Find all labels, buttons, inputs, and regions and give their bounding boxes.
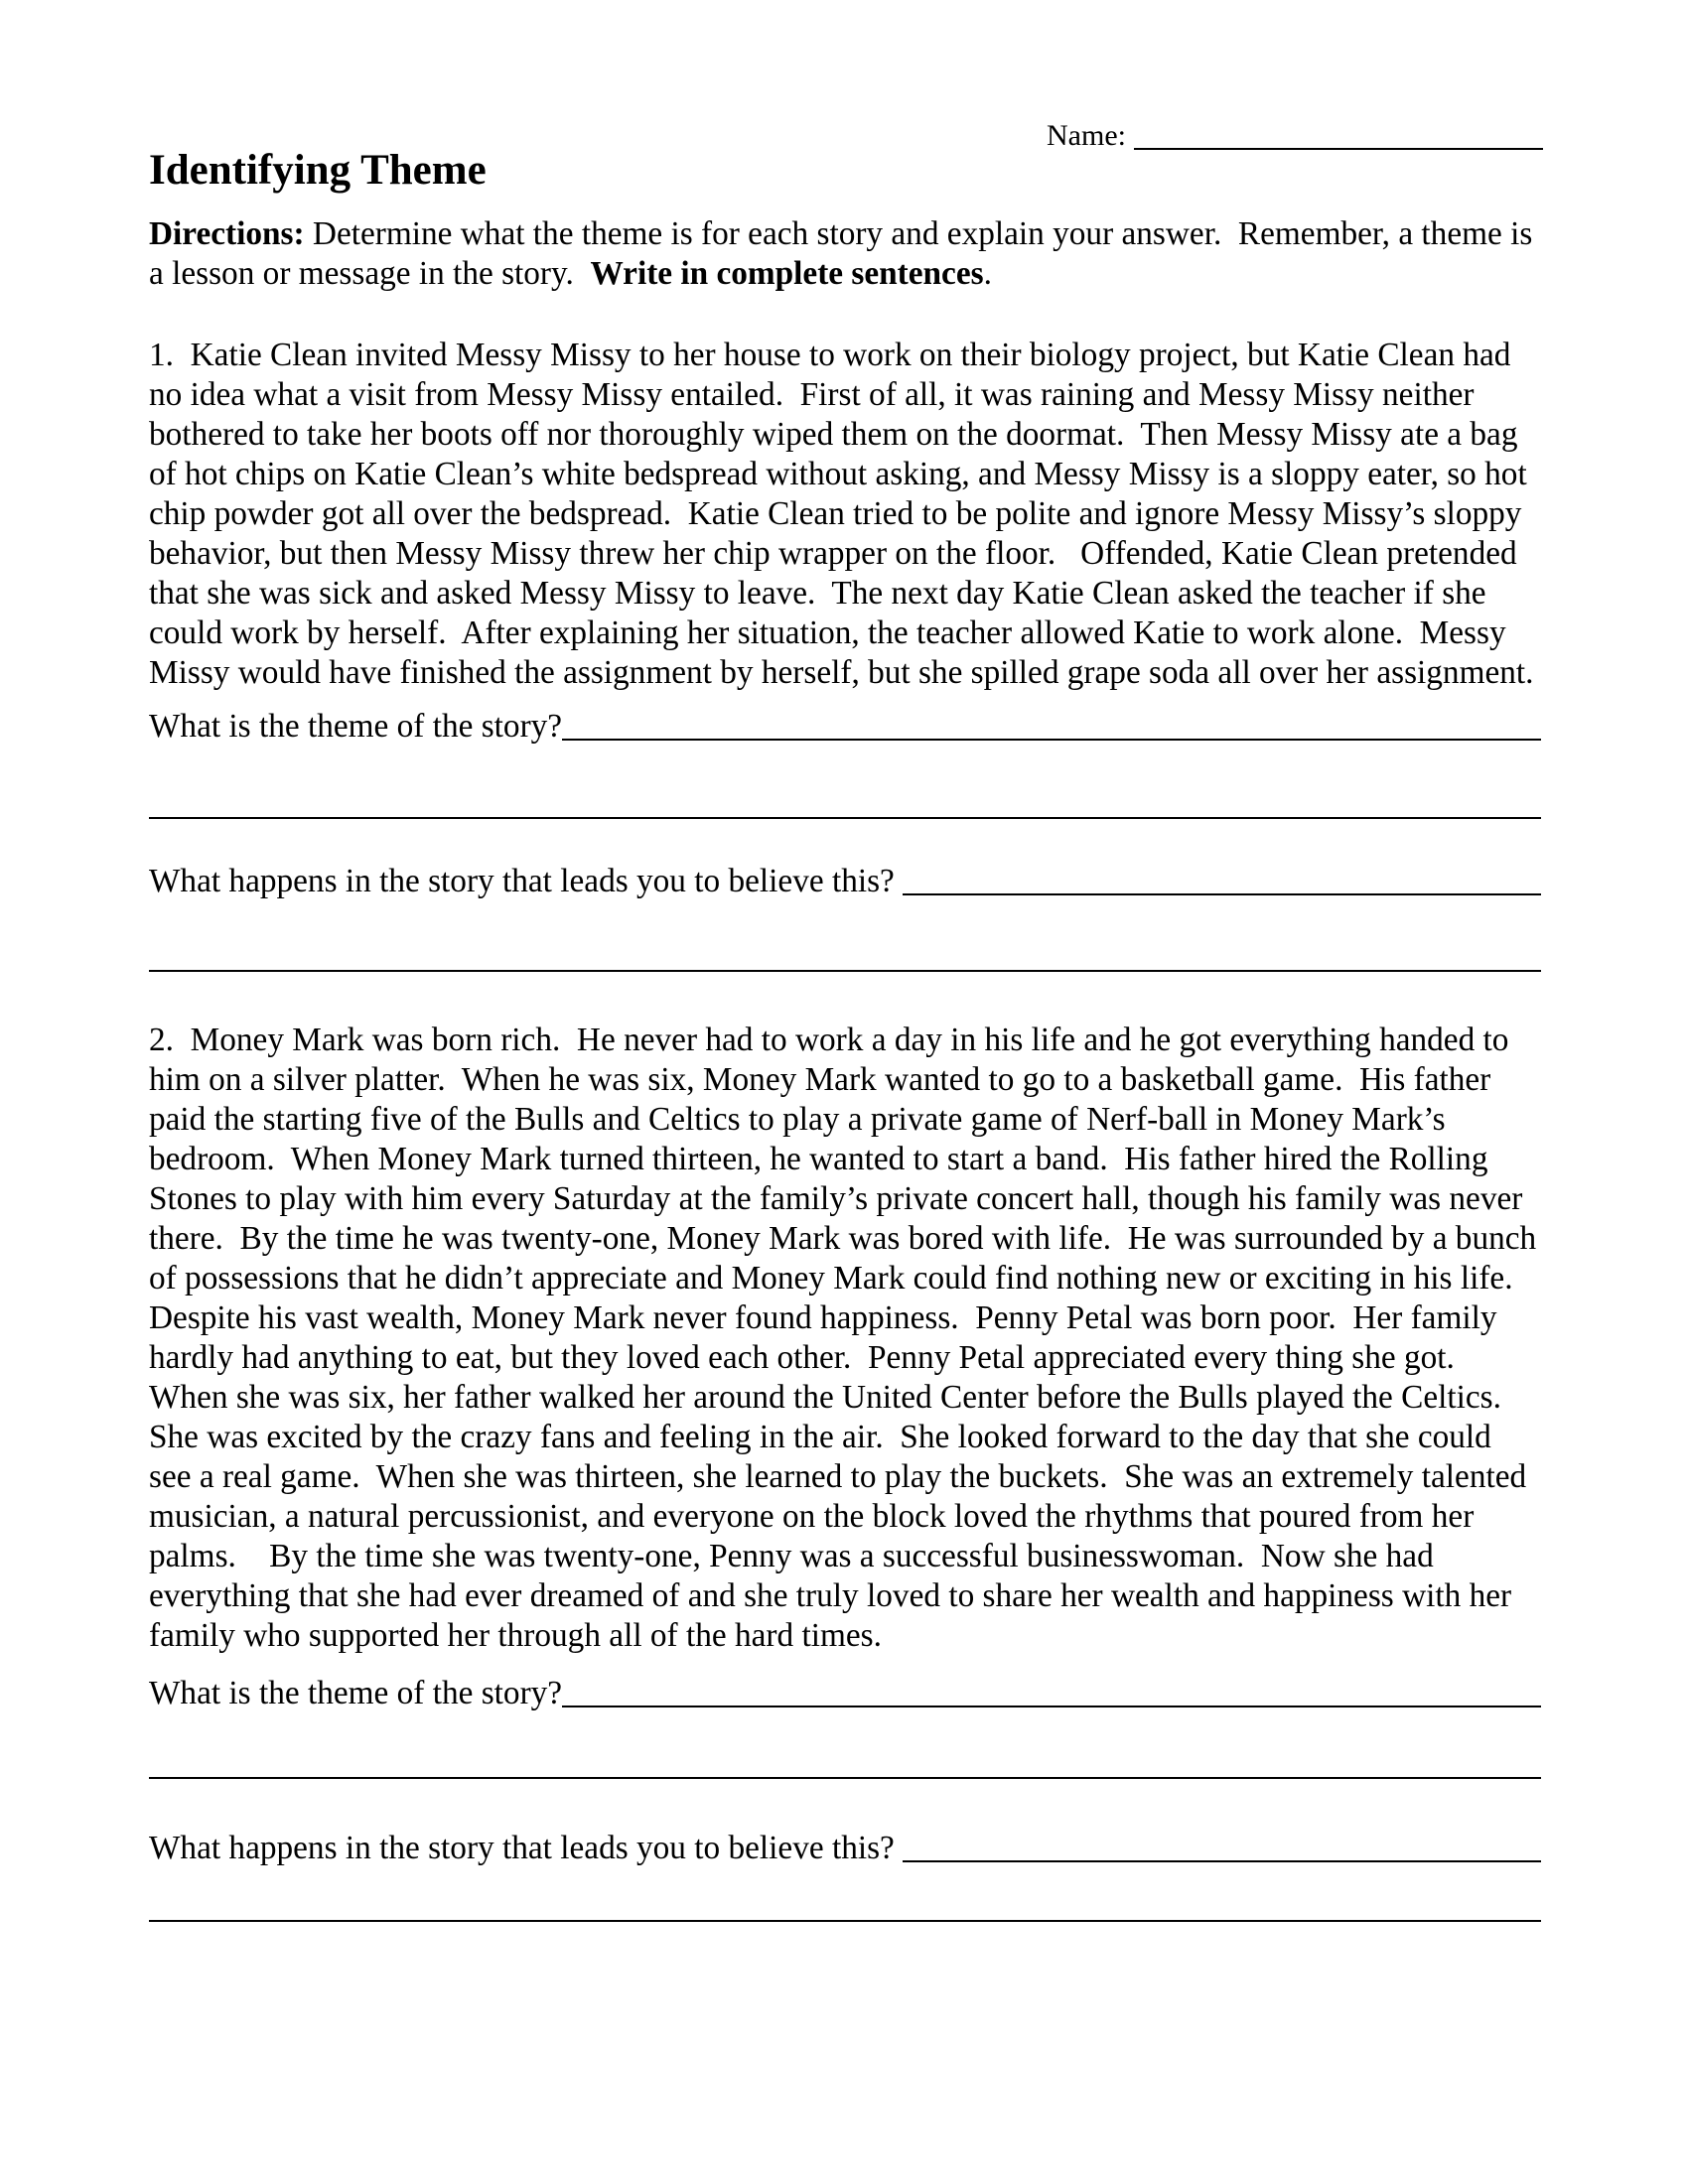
directions-suffix: . bbox=[983, 255, 992, 292]
theme-question-2 bbox=[149, 1674, 1541, 1713]
story-text: Money Mark was born rich. He never had to work a day in his life and he got everything handed to him on a silver platter. When he was six, Money Mark wanted to go to a basketball game. His father paid the starting five of the Bulls and Celtics to play a private game of Nerf-ball in Money Mark’s bedroom. When Money Mark turned thirteen, he wanted to start a band. His father hired the Rolling Stones to play with him every Saturday at the family’s private concert hall, though his family was never there. By the time he was twenty-one, Money Mark was bored with life. He was surrounded by a bunch of possessions that he didn’t appreciate and Money Mark could find nothing new or exciting in his life. Despite his vast wealth, Money Mark never found happiness. Penny Petal was born poor. Her family hardly had anything to eat, but they loved each other. Penny Petal appreciated every thing she got. When she was six, her father walked her around the United Center before the Bulls played the Celtics. She was excited by the crazy fans and feeling in the air. She looked forward to the day that she could see a real game. When she was thirteen, she learned to play the buckets. She was an extremely talented musician, a natural percussionist, and everyone on the block loved the rhythms that poured from her palms. By the time she was twenty-one, Penny was a successful businesswoman. Now she had everything that she had ever dreamed of and she truly loved to share her wealth and happiness with her family who supported her through all of the hard times. bbox=[149, 1022, 1545, 1654]
evidence-question-label: What happens in the story that leads you to believe this? bbox=[149, 863, 904, 899]
directions bbox=[149, 214, 1541, 294]
theme-question-1 bbox=[149, 707, 1541, 747]
evidence-answer-continuation-line-2[interactable] bbox=[149, 1920, 1541, 1922]
story-number: 1. bbox=[149, 337, 174, 373]
theme-answer-line-2[interactable] bbox=[562, 1674, 1541, 1707]
name-label: Name: bbox=[1047, 119, 1126, 152]
evidence-question-1 bbox=[149, 862, 1541, 901]
theme-answer-continuation-line-2[interactable] bbox=[149, 1777, 1541, 1779]
evidence-answer-line-2[interactable] bbox=[903, 1829, 1541, 1862]
theme-question-label: What is the theme of the story? bbox=[149, 1675, 563, 1711]
evidence-question-label: What happens in the story that leads you to believe this? bbox=[149, 1830, 904, 1866]
directions-bold-phrase: Write in complete sentences bbox=[590, 255, 984, 292]
page-title: Identifying Theme bbox=[149, 147, 487, 194]
directions-label: Directions: bbox=[149, 215, 305, 252]
story-number: 2. bbox=[149, 1022, 174, 1058]
name-input-line[interactable] bbox=[1134, 119, 1543, 150]
evidence-question-2 bbox=[149, 1829, 1541, 1868]
evidence-answer-line-1[interactable] bbox=[903, 862, 1541, 895]
theme-question-label: What is the theme of the story? bbox=[149, 708, 563, 745]
theme-answer-continuation-line-1[interactable] bbox=[149, 817, 1541, 819]
evidence-answer-continuation-line-1[interactable] bbox=[149, 970, 1541, 972]
story-paragraph-1 bbox=[149, 336, 1541, 693]
theme-answer-line-1[interactable] bbox=[562, 707, 1541, 741]
directions-body: Determine what the theme is for each story and explain your answer. Remember, a theme is a lesson or message in the story. bbox=[149, 215, 1541, 292]
story-text: Katie Clean invited Messy Missy to her house to work on their biology project, but Katie Clean had no idea what a visit from Messy Missy entailed. First of all, it was raining and Messy Missy neither bothered to take her boots off nor thoroughly wiped them on the doormat. Then Messy Missy ate a bag of hot chips on Katie Clean’s white bedspread without asking, and Messy Missy is a sloppy eater, so hot chip powder got all over the bedspread. Katie Clean tried to be polite and ignore Messy Missy’s sloppy behavior, but then Messy Missy threw her chip wrapper on the floor. Offended, Katie Clean pretended that she was sick and asked Messy Missy to leave. The next day Katie Clean asked the teacher if she could work by herself. After explaining her situation, the teacher allowed Katie to work alone. Messy Missy would have finished the assignment by herself, but she spilled grape soda all over her assignment. bbox=[149, 337, 1536, 691]
story-paragraph-2 bbox=[149, 1021, 1545, 1656]
